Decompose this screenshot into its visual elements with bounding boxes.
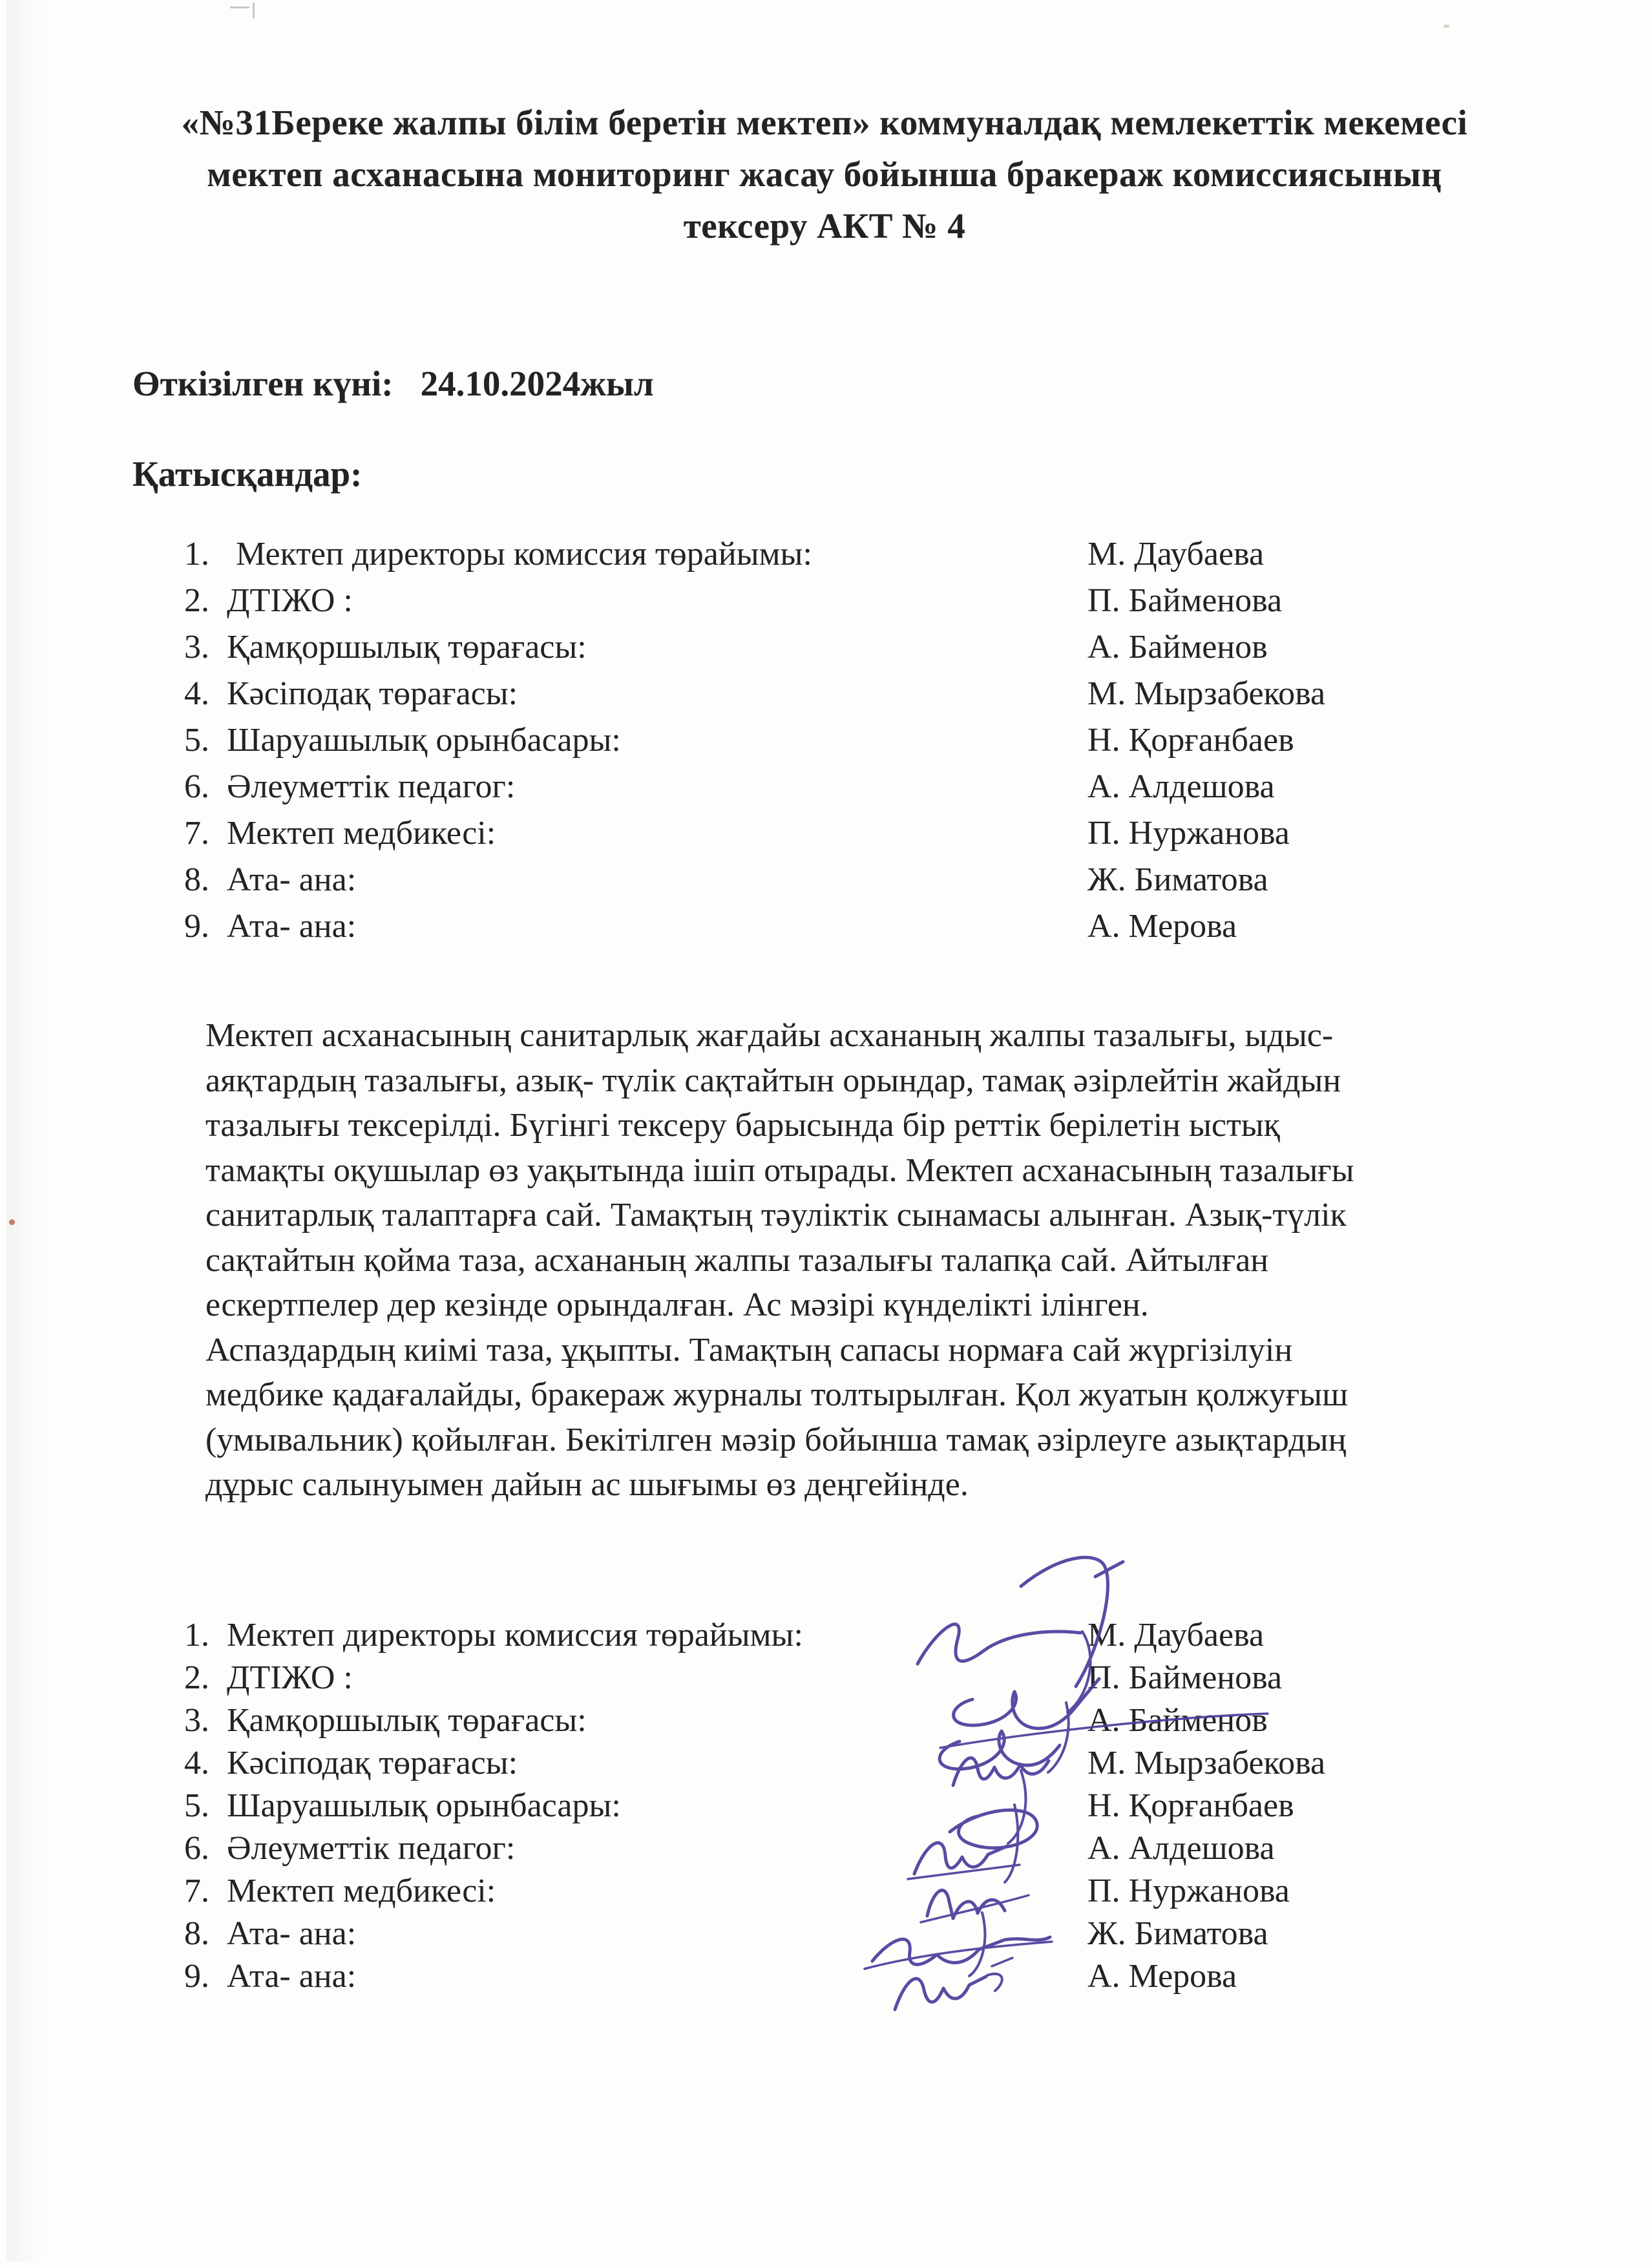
- attendee-row: [184, 671, 1509, 717]
- body-line: медбике қадағалайды, бракераж журналы толтырылған. Қол жуатын қолжуғыш: [205, 1376, 1349, 1413]
- signature-bimatova: [865, 1937, 1052, 1969]
- signatory-name: А. Алдешова: [1087, 1830, 1275, 1867]
- signature-aldeshova: [908, 1843, 1020, 1879]
- body-line: дұрыс салынуымен дайын ас шығымы өз деңгейінде.: [205, 1466, 969, 1503]
- signatory-name: М. Даубаева: [1087, 1617, 1265, 1654]
- body-line: сақтайтын қойма таза, асхананың жалпы тазалығы талапқа сай. Айтылған: [205, 1241, 1269, 1279]
- signatory-name: Н. Қорғанбаев: [1087, 1787, 1294, 1824]
- date-label: Өткізілген күні:: [132, 364, 394, 403]
- signature-baimenova: [954, 1679, 1099, 1772]
- signatory-number: 7.: [184, 1873, 209, 1909]
- title-line-1: «№31Береке жалпы білім беретін мектеп» коммуналдақ мемлекеттік мекемесі: [181, 103, 1468, 142]
- attendee-role: Кәсіподақ төрағасы:: [227, 675, 518, 712]
- body-line: ескертпелер дер кезінде орындалған. Ас мәзірі күнделікті ілінген.: [205, 1286, 1149, 1323]
- body-line: Мектеп асханасының санитарлық жағдайы асхананың жалпы тазалығы, ыдыс-: [205, 1017, 1334, 1054]
- signatory-name: Ж. Биматова: [1087, 1915, 1268, 1952]
- attendee-row: [184, 624, 1509, 671]
- scan-speck-top-right: [1444, 25, 1449, 28]
- signatory-name: П. Байменова: [1087, 1659, 1283, 1696]
- attendee-name: М. Мырзабекова: [1087, 675, 1326, 712]
- document-title: [114, 97, 1535, 252]
- signatory-role: Кәсіподақ төрағасы:: [227, 1745, 518, 1781]
- attendee-role: Мектеп медбикесі:: [227, 815, 496, 852]
- attendee-number: 6.: [184, 768, 209, 805]
- signatory-number: 2.: [184, 1659, 209, 1696]
- attendee-name: Ж. Биматова: [1087, 861, 1268, 898]
- body-line: Аспаздардың киімі таза, ұқыпты. Тамақтың сапасы нормаға сай жүргізілуін: [205, 1331, 1293, 1369]
- signatory-role: Қамқоршылық төрағасы:: [227, 1702, 587, 1739]
- body-line: тазалығы тексерілді. Бүгінгі тексеру барысында бір реттік берілетін ыстық: [205, 1107, 1280, 1144]
- attendee-number: 5.: [184, 722, 209, 759]
- body-line: санитарлық талаптарға сай. Тамақтың тәуліктік сынамасы алынған. Азық-түлік: [205, 1197, 1347, 1234]
- attendee-name: А. Мерова: [1087, 908, 1237, 945]
- attendee-role: Мектеп директоры комиссия төрайымы:: [236, 536, 812, 572]
- signatory-number: 8.: [184, 1915, 209, 1952]
- attendee-number: 1.: [184, 536, 209, 572]
- title-line-3: тексеру АКТ № 4: [683, 206, 966, 246]
- signatory-role: Мектеп директоры комиссия төрайымы:: [227, 1617, 803, 1654]
- attendee-role: Ата- ана:: [227, 861, 357, 898]
- scan-edge-shadow: [6, 0, 45, 2262]
- signatory-role: Шаруашылық орынбасары:: [227, 1787, 621, 1824]
- inspection-findings-paragraph: [205, 1013, 1498, 1507]
- scan-speck-pencil-v: [253, 3, 255, 18]
- attendees-heading: Қатысқандар:: [132, 454, 362, 494]
- title-line-2: мектеп асханасына мониторинг жасау бойынша бракераж комиссиясының: [207, 154, 1442, 194]
- attendee-row: [184, 764, 1509, 810]
- attendee-name: А. Алдешова: [1087, 768, 1275, 805]
- attendee-number: 9.: [184, 908, 209, 945]
- attendee-row: [184, 857, 1509, 903]
- signatory-number: 6.: [184, 1830, 209, 1867]
- signatory-number: 5.: [184, 1787, 209, 1824]
- attendee-role: Әлеуметтік педагог:: [227, 768, 516, 805]
- body-line: тамақты оқушылар өз уақытында ішіп отырады. Мектеп асханасының тазалығы: [205, 1151, 1354, 1189]
- attendee-name: П. Байменова: [1087, 582, 1283, 619]
- attendee-number: 8.: [184, 861, 209, 898]
- signatory-name: А. Мерова: [1087, 1958, 1237, 1995]
- signature-nurzhanova: [921, 1890, 1029, 1976]
- attendee-number: 7.: [184, 815, 209, 852]
- handwritten-signatures: [827, 1548, 1279, 2058]
- date-value: 24.10.2024жыл: [420, 364, 654, 403]
- attendee-name: А. Байменов: [1087, 629, 1268, 666]
- body-line: (умывальник) қойылған. Бекітілген мәзір бойынша тамақ әзірлеуге азықтардың: [205, 1421, 1347, 1458]
- attendee-name: М. Даубаева: [1087, 536, 1265, 572]
- attendees-list: [184, 531, 1509, 950]
- signatory-number: 3.: [184, 1702, 209, 1739]
- attendee-number: 2.: [184, 582, 209, 619]
- attendee-number: 3.: [184, 629, 209, 666]
- attendee-name: Н. Қорғанбаев: [1087, 722, 1294, 759]
- signatory-name: М. Мырзабекова: [1087, 1745, 1326, 1781]
- attendee-role: Ата- ана:: [227, 908, 357, 945]
- signatory-role: ДТІЖО :: [227, 1659, 353, 1696]
- scan-speck-pencil-h: [230, 6, 249, 8]
- signatory-number: 1.: [184, 1617, 209, 1654]
- body-line: аяқтардың тазалығы, азық- түлік сақтайтын орындар, тамақ әзірлейтін жайдын: [205, 1062, 1341, 1099]
- signature-merova: [895, 1958, 1013, 2010]
- attendee-number: 4.: [184, 675, 209, 712]
- signatory-role: Әлеуметтік педагог:: [227, 1830, 516, 1867]
- signatory-role: Мектеп медбикесі:: [227, 1873, 496, 1909]
- scan-speck-red-dot: [9, 1219, 15, 1225]
- inspection-date-line: [132, 363, 654, 404]
- attendee-row: [184, 903, 1509, 950]
- attendee-role: ДТІЖО :: [227, 582, 353, 619]
- attendee-row: [184, 810, 1509, 857]
- attendee-row: [184, 578, 1509, 624]
- signatory-name: П. Нуржанова: [1087, 1873, 1290, 1909]
- attendee-name: П. Нуржанова: [1087, 815, 1290, 852]
- attendee-role: Шаруашылық орынбасары:: [227, 722, 621, 759]
- attendee-row: [184, 717, 1509, 764]
- signatory-name: А. Байменов: [1087, 1702, 1268, 1739]
- signatory-role: Ата- ана:: [227, 1958, 357, 1995]
- signatory-number: 9.: [184, 1958, 209, 1995]
- signatory-role: Ата- ана:: [227, 1915, 357, 1952]
- attendee-row: [184, 531, 1509, 578]
- signatory-number: 4.: [184, 1745, 209, 1781]
- attendee-role: Қамқоршылық төрағасы:: [227, 629, 587, 666]
